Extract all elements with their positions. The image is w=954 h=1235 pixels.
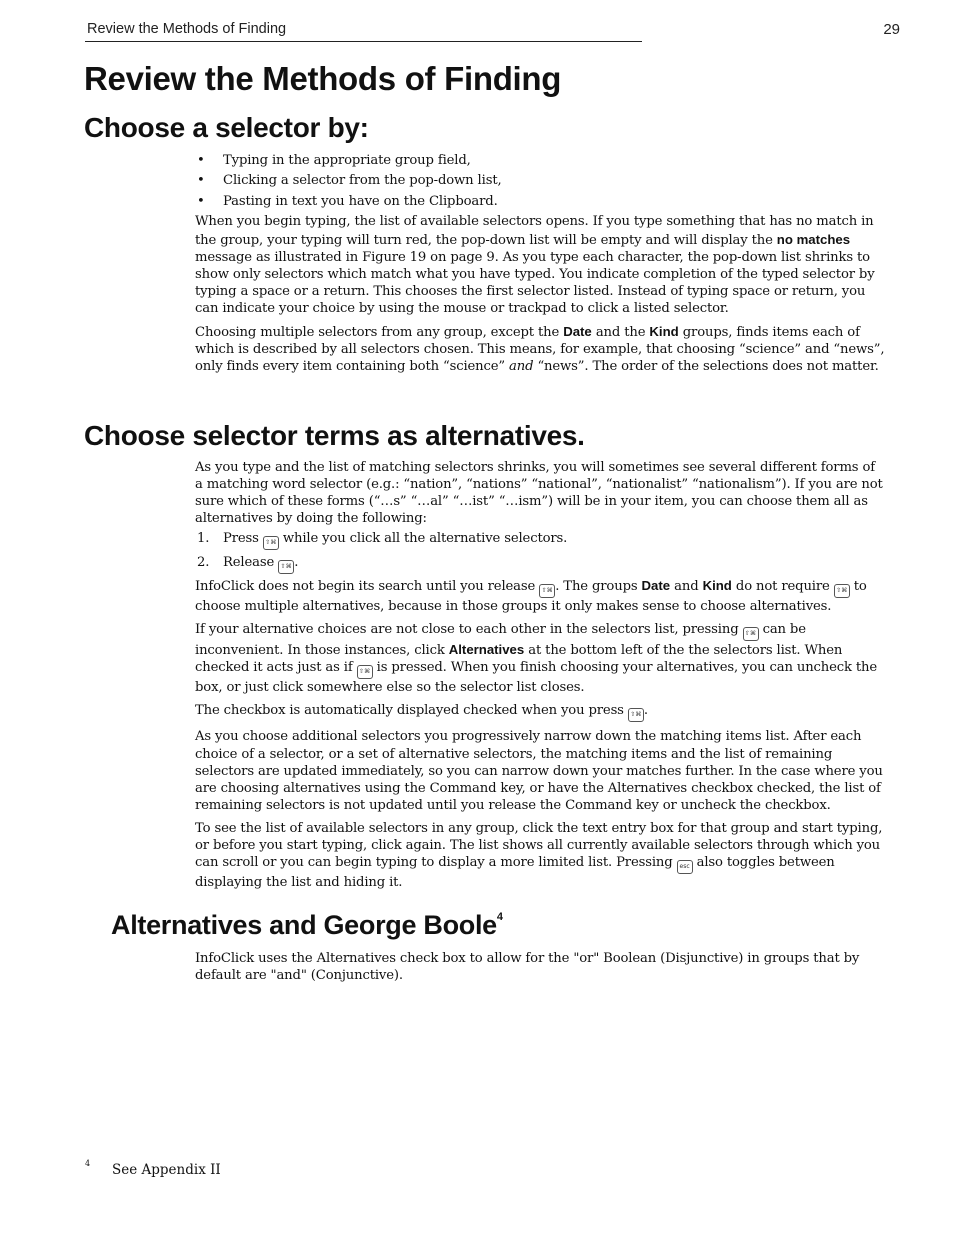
shift-command-key-icon: ⇧⌘: [278, 560, 294, 574]
ui-term-date: Date: [563, 324, 592, 340]
footnote-text: See Appendix II: [112, 1162, 221, 1178]
list-item: • Typing in the appropriate group field,: [195, 152, 885, 169]
footnote-reference: 4: [496, 911, 503, 923]
shift-command-key-icon: ⇧⌘: [628, 708, 644, 722]
steps-list: [195, 530, 885, 573]
page-number: 29: [883, 21, 900, 38]
shift-command-key-icon: ⇧⌘: [357, 665, 373, 679]
paragraph-available-selectors: To see the list of available selectors in any group, click the text entry box for that group and start typing, or before you start typing, click again. The list shows all currently available selectors through which you can scroll or you can begin typing to display a more limited list. Pressing esc also toggles between displaying the list and hiding it.: [195, 820, 883, 891]
section-heading-george-boole: Alternatives and George Boole$^4$: [111, 910, 503, 940]
ui-term-alternatives: Alternatives: [448, 642, 525, 658]
ui-term-kind: Kind: [702, 578, 732, 594]
shift-command-key-icon: ⇧⌘: [743, 627, 759, 641]
ui-term-kind: Kind: [649, 324, 679, 340]
list-item: 2. Release ⇧⌘ .: [195, 554, 885, 574]
list-item: • Clicking a selector from the pop-down list,: [195, 172, 885, 189]
running-header-title: Review the Methods of Finding: [87, 21, 287, 37]
ui-term-date: Date: [641, 578, 671, 594]
paragraph-alternatives-checkbox: If your alternative choices are not close to each other in the selectors list, pressing ⇧⌘ can be inconvenient. In those instances, click Alternatives at the bottom left of the the selectors list. When checked it acts just as if ⇧⌘ is pressed. When you finish choosing your alternatives, you can uncheck the box, or just click somewhere else so the selector list closes.: [195, 622, 878, 696]
running-header: [85, 20, 642, 42]
paragraph-narrow-down: As you choose additional selectors you progressively narrow down the matching items list. After each choice of a selector, or a set of alternative selectors, the matching items and the list of remaining selectors are updated immediately, so you can narrow down your matches further. In the case where you are choosing alternatives using the Command key, or have the Alternatives checkbox checked, the list of remaining selectors is not updated until you release the Command key or uncheck the checkbox.: [195, 729, 883, 813]
paragraph-typing: When you begin typing, the list of available selectors opens. If you type something that has no match in the group, your typing will turn red, the pop-down list will be empty and will display the no matches message as illustrated in Figure 19 on page 9. As you type each character, the pop-down list shrinks to show only selectors which match what you have typed. You indicate completion of the typed selector by typing a space or a return. This chooses the first selector listed. Instead of typing space or return, you can indicate your choice by using the mouse or trackpad to click a listed selector.: [195, 214, 875, 316]
paragraph-boolean: InfoClick uses the Alternatives check box to allow for the "or" Boolean (Disjunctive) in groups that by default are "and" (Conjunctive).: [195, 951, 860, 984]
shift-command-key-icon: ⇧⌘: [539, 584, 555, 598]
paragraph-checkbox-auto: The checkbox is automatically displayed checked when you press ⇧⌘ .: [195, 702, 885, 722]
selector-methods-list: [195, 152, 885, 210]
escape-key-icon: esc: [677, 860, 693, 874]
section-choose-selector-body: [195, 152, 885, 381]
list-item: • Pasting in text you have on the Clipboard.: [195, 193, 885, 210]
paragraph-forms: As you type and the list of matching selectors shrinks, you will sometimes see several different forms of a matching word selector (e.g.: “nation”, “nations” “national”, “nationalist” “nationalism”). If you are not sure which of these forms (“…s” “…al” “…ist” “…ism”) will be in your item, you can choose them all as alternatives by doing the following:: [195, 460, 883, 527]
shift-command-key-icon: ⇧⌘: [834, 584, 850, 598]
section-george-boole-body: [195, 950, 885, 990]
shift-command-key-icon: ⇧⌘: [263, 536, 279, 550]
section-alternatives-body: [195, 459, 885, 897]
page-title: Review the Methods of Finding: [84, 60, 562, 97]
footnote-mark: 4: [85, 1159, 91, 1168]
paragraph-multiple-selectors: Choosing multiple selectors from any group, except the Date and the Kind groups, finds items each of which is described by all selectors chosen. This means, for example, that choosing “science” and “news”, only finds every item containing both “science” and “news”. The order of the selections does not matter.: [195, 324, 885, 375]
section-heading-choose-selector: Choose a selector by:: [84, 112, 369, 143]
paragraph-release: InfoClick does not begin its search until you release ⇧⌘ . The groups Date and Kind do not require ⇧⌘ to choose multiple alternatives, because in those groups it only makes sense to choose alternatives.: [195, 578, 867, 615]
ui-term-no-matches: no matches: [776, 231, 851, 247]
list-item: 1. Press ⇧⌘ while you click all the alternative selectors.: [195, 530, 885, 550]
section-heading-alternatives: Choose selector terms as alternatives.: [84, 420, 585, 451]
